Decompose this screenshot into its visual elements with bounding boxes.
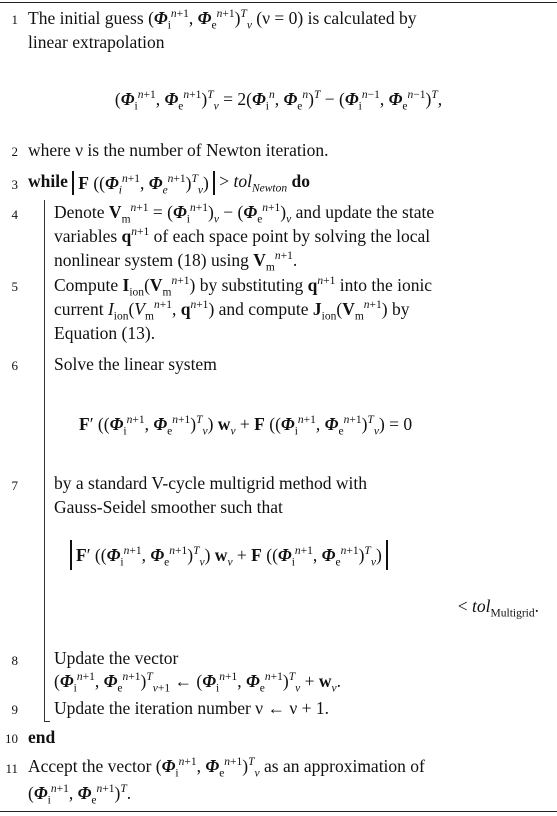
loop-body-bar	[44, 200, 45, 721]
residual-norm: F (($\Phi_i^{n+1}$, $\Phi_e^{n+1})^T_\nu$)	[72, 171, 215, 195]
while-line: while F (($\Phi_i^{n+1}$, $\Phi_e^{n+1})^T_\nu) > tol_{Newton}$ do	[28, 171, 310, 197]
step-1-text-b: (ν = 0) is calculated by	[256, 8, 417, 28]
line-number-9: 9	[11, 702, 18, 717]
loop-body-foot	[44, 721, 50, 722]
line-number-3: 3	[11, 177, 18, 192]
step-1-text-a: The initial guess	[28, 8, 144, 28]
line-number-6: 6	[11, 358, 18, 373]
bottom-rule	[0, 811, 557, 812]
step-5-line-3: Equation (13).	[54, 323, 156, 343]
step-4-line-3: nonlinear system (18) using $V_m^{n+1}$.	[54, 250, 298, 274]
step-6-text: Solve the linear system	[54, 354, 217, 374]
step-4-line-2: variables $q^{n+1}$ of each space point by solving the local	[54, 226, 431, 246]
while-keyword: while	[28, 171, 68, 191]
step-8-update-equation: ($\Phi_i^{n+1}$, $\Phi_e^{n+1})^T_{\nu+1}$ ← ($\Phi_i^{n+1}$, $\Phi_e^{n+1})^T_\nu + w_\nu$.	[54, 671, 341, 695]
top-rule	[0, 2, 557, 3]
step-9-text: Update the iteration number ν ← ν + 1.	[54, 698, 330, 718]
step-11-line-2: ($\Phi_i^{n+1}$, $\Phi_e^{n+1})^T$.	[28, 783, 132, 807]
step-5-line-1: Compute $I_{ion}(V_m^{n+1})$ by substituting $q^{n+1}$ into the ionic	[54, 275, 433, 299]
step-1-line-1: The initial guess ($\Phi_i^{n+1}$, $\Phi_e^{n+1})^T_\nu$ (ν = 0) is calculated by	[28, 8, 417, 32]
step-1-text-c: linear extrapolation	[28, 32, 165, 52]
step-11-line-1: Accept the vector ($\Phi_i^{n+1}$, $\Phi_e^{n+1})^T_\nu$ as an approximation of	[28, 756, 425, 780]
step-7-line-1: by a standard V-cycle multigrid method with	[54, 473, 368, 493]
line-number-11: 11	[5, 761, 18, 776]
line-number-10: 10	[5, 731, 18, 746]
multigrid-residual-norm: F′ (($\Phi_i^{n+1}$, $\Phi_e^{n+1})^T_\nu$) $w_\nu + F$ (($\Phi_i^{n+1}$, $\Phi_e^{n+1})^T_\nu$)	[70, 540, 388, 570]
step-5-line-2: current $I_{ion}(V_m^{n+1}$, $q^{n+1}$) and compute $J_{ion}(V_m^{n+1})$ by	[54, 299, 410, 323]
step-8-line-1: Update the vector	[54, 648, 179, 668]
step-4-line-1: Denote $V_m^{n+1} = (\Phi_i^{n+1})_\nu - (\Phi_e^{n+1})_\nu$ and update the state	[54, 202, 435, 226]
line-number-2: 2	[11, 144, 18, 159]
end-keyword: end	[28, 727, 56, 747]
line-number-7: 7	[11, 478, 18, 493]
line-number-5: 5	[11, 279, 18, 294]
extrapolation-equation: ($\Phi_i^{n+1}$, $\Phi_e^{n+1})^T_\nu = 2(\Phi_i^n$, $\Phi_e^n)^T - (\Phi_i^{n-1}$, $\Phi_e^{n-1})^T$,	[114, 89, 443, 113]
line-number-8: 8	[11, 653, 18, 668]
do-keyword: do	[291, 171, 310, 191]
line-number-1: 1	[11, 12, 18, 27]
step-7-line-2: Gauss-Seidel smoother such that	[54, 497, 283, 517]
tol-newton: tol$_{Newton}$	[233, 171, 288, 195]
tol-multigrid-line: < tol$_{Multigrid}$.	[457, 596, 539, 620]
line-number-4: 4	[11, 207, 18, 222]
step-2-text: where ν is the number of Newton iteration.	[28, 140, 329, 160]
linear-system-equation: F′ (($\Phi_i^{n+1}$, $\Phi_e^{n+1})^T_\nu$) $w_\nu + F$ (($\Phi_i^{n+1}$, $\Phi_e^{n+1})^T_\nu) = 0$	[79, 414, 413, 438]
